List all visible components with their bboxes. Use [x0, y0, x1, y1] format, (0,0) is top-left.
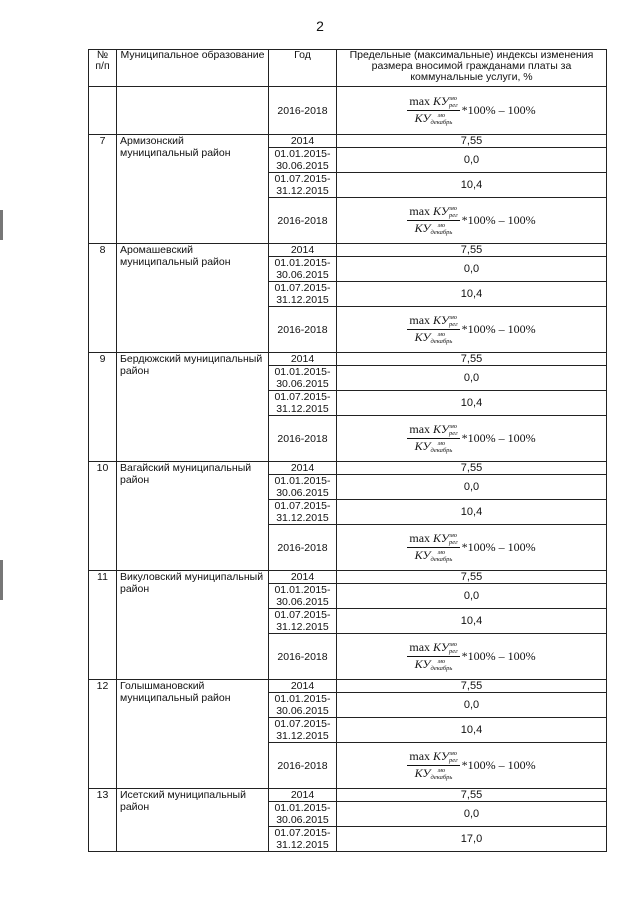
- year-cell: 2016-2018: [269, 416, 337, 462]
- municipality-name: Бердюжский муниципальный район: [117, 353, 269, 462]
- period-cell: 01.07.2015- 31.12.2015: [269, 282, 337, 307]
- header-year: Год: [269, 50, 337, 87]
- municipality-name: Вагайский муниципальный район: [117, 462, 269, 571]
- index-formula-cell: [337, 307, 607, 353]
- formula-tail: *100% – 100%: [461, 213, 536, 227]
- period-cell: 01.07.2015- 31.12.2015: [269, 609, 337, 634]
- index-value-cell: 0,0: [337, 693, 607, 718]
- municipality-name: Армизонский муниципальный район: [117, 135, 269, 244]
- formula-fraction: max КУ мо рег КУ мо декабрь: [409, 203, 458, 237]
- formula: [407, 205, 535, 237]
- table-row: [89, 353, 607, 366]
- formula-tail: *100% – 100%: [461, 431, 536, 445]
- index-formula-cell: [337, 525, 607, 571]
- period-cell: 01.01.2015- 30.06.2015: [269, 475, 337, 500]
- formula: [407, 423, 535, 455]
- row-num-cell: 10: [89, 462, 117, 571]
- index-value-cell: 0,0: [337, 148, 607, 173]
- index-value-cell: 0,0: [337, 802, 607, 827]
- period-cell: 01.07.2015- 31.12.2015: [269, 718, 337, 743]
- period-cell: 01.07.2015- 31.12.2015: [269, 173, 337, 198]
- formula-fraction: max КУ мо рег КУ мо декабрь: [409, 312, 458, 346]
- index-value-cell: 10,4: [337, 391, 607, 416]
- period-cell: 01.01.2015- 30.06.2015: [269, 148, 337, 173]
- municipality-name: Викуловский муниципальный район: [117, 571, 269, 680]
- year-cell: 2016-2018: [269, 198, 337, 244]
- index-formula-cell: [337, 634, 607, 680]
- index-value-cell: 0,0: [337, 475, 607, 500]
- year-cell: 2014: [269, 244, 337, 257]
- index-value-cell: 0,0: [337, 584, 607, 609]
- table-row: [89, 462, 607, 475]
- scan-edge-mark: [0, 210, 3, 240]
- index-value-cell: 10,4: [337, 609, 607, 634]
- row-num-cell: 8: [89, 244, 117, 353]
- row-name-cell: [117, 87, 269, 135]
- table-row: [89, 680, 607, 693]
- year-cell: 2014: [269, 353, 337, 366]
- municipality-name: Исетский муниципальный район: [117, 789, 269, 852]
- year-cell: 2016-2018: [269, 307, 337, 353]
- period-cell: 01.01.2015- 30.06.2015: [269, 693, 337, 718]
- year-cell: 2014: [269, 571, 337, 584]
- row-num-cell: 11: [89, 571, 117, 680]
- table-row: [89, 135, 607, 148]
- municipality-name: Аромашевский муниципальный район: [117, 244, 269, 353]
- formula-tail: *100% – 100%: [461, 103, 536, 117]
- table-row: [89, 87, 607, 135]
- index-value-cell: 7,55: [337, 244, 607, 257]
- formula-fraction: max КУ мо рег КУ мо декабрь: [409, 93, 458, 127]
- row-num-cell: 12: [89, 680, 117, 789]
- formula-tail: *100% – 100%: [461, 322, 536, 336]
- period-cell: 01.01.2015- 30.06.2015: [269, 366, 337, 391]
- formula: [407, 641, 535, 673]
- formula: [407, 314, 535, 346]
- index-value-cell: 10,4: [337, 500, 607, 525]
- index-value-cell: 10,4: [337, 173, 607, 198]
- table-row: [89, 789, 607, 802]
- row-num-cell: 13: [89, 789, 117, 852]
- year-cell: 2014: [269, 135, 337, 148]
- index-formula-cell: [337, 416, 607, 462]
- index-formula-cell: [337, 87, 607, 135]
- index-value-cell: 7,55: [337, 462, 607, 475]
- period-cell: 01.01.2015- 30.06.2015: [269, 802, 337, 827]
- index-value-cell: 0,0: [337, 366, 607, 391]
- header-num: № п/п: [89, 50, 117, 87]
- formula: [407, 750, 535, 782]
- index-value-cell: 7,55: [337, 680, 607, 693]
- formula-fraction: max КУ мо рег КУ мо декабрь: [409, 748, 458, 782]
- formula-tail: *100% – 100%: [461, 540, 536, 554]
- formula-fraction: max КУ мо рег КУ мо декабрь: [409, 421, 458, 455]
- scan-edge-mark: [0, 560, 3, 600]
- year-cell: 2016-2018: [269, 743, 337, 789]
- period-cell: 01.07.2015- 31.12.2015: [269, 827, 337, 852]
- formula-fraction: max КУ мо рег КУ мо декабрь: [409, 639, 458, 673]
- header-index: Предельные (максимальные) индексы изменения размера вносимой гражданами платы за коммунальные услуги, %: [337, 50, 607, 87]
- municipality-name: Голышмановский муниципальный район: [117, 680, 269, 789]
- index-value-cell: 17,0: [337, 827, 607, 852]
- row-num-cell: 7: [89, 135, 117, 244]
- index-value-cell: 0,0: [337, 257, 607, 282]
- tariff-index-table: [88, 49, 607, 852]
- header-municipality: Муниципальное образование: [117, 50, 269, 87]
- table-row: [89, 244, 607, 257]
- index-formula-cell: [337, 198, 607, 244]
- index-value-cell: 7,55: [337, 353, 607, 366]
- index-value-cell: 7,55: [337, 571, 607, 584]
- index-value-cell: 7,55: [337, 789, 607, 802]
- period-cell: 01.01.2015- 30.06.2015: [269, 584, 337, 609]
- period-cell: 01.07.2015- 31.12.2015: [269, 500, 337, 525]
- index-value-cell: 10,4: [337, 718, 607, 743]
- formula-tail: *100% – 100%: [461, 649, 536, 663]
- year-cell: 2014: [269, 680, 337, 693]
- row-num-cell: [89, 87, 117, 135]
- year-cell: 2014: [269, 462, 337, 475]
- formula-tail: *100% – 100%: [461, 758, 536, 772]
- formula-fraction: max КУ мо рег КУ мо декабрь: [409, 530, 458, 564]
- table-row: [89, 571, 607, 584]
- year-cell: 2016-2018: [269, 525, 337, 571]
- row-num-cell: 9: [89, 353, 117, 462]
- index-value-cell: 10,4: [337, 282, 607, 307]
- table-header-row: [89, 50, 607, 87]
- formula: [407, 95, 535, 127]
- index-value-cell: 7,55: [337, 135, 607, 148]
- period-cell: 01.01.2015- 30.06.2015: [269, 257, 337, 282]
- period-cell: 01.07.2015- 31.12.2015: [269, 391, 337, 416]
- index-formula-cell: [337, 743, 607, 789]
- formula: [407, 532, 535, 564]
- page-number: 2: [316, 18, 324, 34]
- year-cell: 2016-2018: [269, 87, 337, 135]
- year-cell: 2014: [269, 789, 337, 802]
- year-cell: 2016-2018: [269, 634, 337, 680]
